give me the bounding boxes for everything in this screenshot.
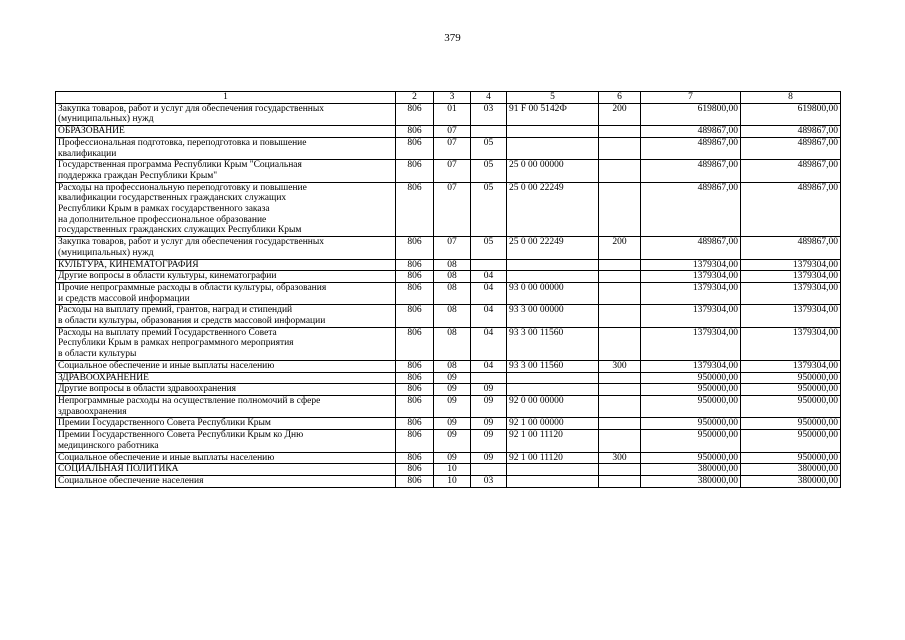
subsection-code: 09 bbox=[471, 430, 507, 452]
section-code: 07 bbox=[434, 160, 471, 182]
section-code: 07 bbox=[434, 237, 471, 259]
subsection-code: 03 bbox=[471, 475, 507, 487]
expense-type-code: 200 bbox=[599, 237, 641, 259]
subsection-code bbox=[471, 259, 507, 271]
budget-admin-code: 806 bbox=[396, 395, 434, 417]
target-article-code bbox=[507, 464, 599, 476]
expense-name bbox=[56, 464, 396, 476]
target-article-code: 93 0 00 00000 bbox=[507, 282, 599, 304]
expense-name-line: медицинского работника bbox=[58, 440, 159, 451]
budget-admin-code: 806 bbox=[396, 282, 434, 304]
amount-col8: 1379304,00 bbox=[741, 360, 841, 372]
expense-name bbox=[56, 418, 396, 430]
expense-name-line: (муниципальных) нужд bbox=[58, 247, 154, 258]
expense-name-line: Другие вопросы в области здравоохранения bbox=[58, 384, 237, 395]
budget-admin-code: 806 bbox=[396, 452, 434, 464]
expense-name-line: в области культуры, образования и средств массовой информации bbox=[58, 316, 326, 327]
amount-col8: 489867,00 bbox=[741, 126, 841, 138]
expense-name bbox=[56, 360, 396, 372]
expense-type-code: 200 bbox=[599, 103, 641, 125]
amount-col7: 1379304,00 bbox=[641, 282, 741, 304]
amount-col7: 489867,00 bbox=[641, 160, 741, 182]
expense-name-line: Социальное обеспечение и иные выплаты населению bbox=[58, 452, 275, 463]
table-row bbox=[56, 182, 841, 237]
table-row bbox=[56, 384, 841, 396]
subsection-code: 05 bbox=[471, 137, 507, 159]
column-header: 6 bbox=[599, 92, 641, 104]
expense-type-code bbox=[599, 327, 641, 360]
amount-col8: 1379304,00 bbox=[741, 327, 841, 360]
amount-col8: 950000,00 bbox=[741, 418, 841, 430]
expense-type-code bbox=[599, 464, 641, 476]
section-code: 09 bbox=[434, 384, 471, 396]
amount-col7: 489867,00 bbox=[641, 137, 741, 159]
expense-name bbox=[56, 271, 396, 283]
subsection-code bbox=[471, 372, 507, 384]
amount-col8: 1379304,00 bbox=[741, 305, 841, 327]
expense-name-line: квалификации государственных гражданских служащих bbox=[58, 193, 287, 204]
column-header: 2 bbox=[396, 92, 434, 104]
amount-col7: 1379304,00 bbox=[641, 305, 741, 327]
amount-col7: 489867,00 bbox=[641, 237, 741, 259]
amount-col8: 489867,00 bbox=[741, 237, 841, 259]
section-code: 09 bbox=[434, 418, 471, 430]
expense-name bbox=[56, 372, 396, 384]
expense-name-line: Закупка товаров, работ и услуг для обеспечения государственных bbox=[58, 237, 325, 248]
column-header: 5 bbox=[507, 92, 599, 104]
subsection-code: 03 bbox=[471, 103, 507, 125]
expense-name-line: (муниципальных) нужд bbox=[58, 114, 154, 125]
section-code: 10 bbox=[434, 464, 471, 476]
column-header: 1 bbox=[56, 92, 396, 104]
expense-name-line: КУЛЬТУРА, КИНЕМАТОГРАФИЯ bbox=[58, 259, 199, 270]
expense-name bbox=[56, 103, 396, 125]
amount-col8: 380000,00 bbox=[741, 475, 841, 487]
budget-admin-code: 806 bbox=[396, 237, 434, 259]
table-header-row bbox=[56, 92, 841, 104]
amount-col7: 619800,00 bbox=[641, 103, 741, 125]
target-article-code bbox=[507, 384, 599, 396]
amount-col7: 489867,00 bbox=[641, 182, 741, 237]
subsection-code: 04 bbox=[471, 271, 507, 283]
target-article-code: 25 0 00 22249 bbox=[507, 237, 599, 259]
expense-name-line: и средств массовой информации bbox=[58, 293, 190, 304]
subsection-code: 05 bbox=[471, 182, 507, 237]
table-row bbox=[56, 464, 841, 476]
expense-name bbox=[56, 384, 396, 396]
target-article-code: 92 1 00 11120 bbox=[507, 430, 599, 452]
section-code: 08 bbox=[434, 271, 471, 283]
amount-col8: 950000,00 bbox=[741, 384, 841, 396]
amount-col7: 1379304,00 bbox=[641, 259, 741, 271]
amount-col8: 489867,00 bbox=[741, 182, 841, 237]
target-article-code: 92 0 00 00000 bbox=[507, 395, 599, 417]
table-row bbox=[56, 372, 841, 384]
section-code: 09 bbox=[434, 372, 471, 384]
amount-col8: 489867,00 bbox=[741, 137, 841, 159]
section-code: 09 bbox=[434, 430, 471, 452]
expense-name-line: Государственная программа Республики Крым "Социальная bbox=[58, 160, 302, 171]
expense-type-code: 300 bbox=[599, 360, 641, 372]
section-code: 08 bbox=[434, 360, 471, 372]
expense-name-line: Расходы на выплату премий Государственного Совета bbox=[58, 327, 277, 338]
budget-admin-code: 806 bbox=[396, 360, 434, 372]
table-row bbox=[56, 282, 841, 304]
expense-name-line: здравоохранения bbox=[58, 406, 127, 417]
section-code: 07 bbox=[434, 182, 471, 237]
expense-type-code: 300 bbox=[599, 452, 641, 464]
table-row bbox=[56, 160, 841, 182]
target-article-code bbox=[507, 259, 599, 271]
section-code: 08 bbox=[434, 305, 471, 327]
expense-name-line: Закупка товаров, работ и услуг для обеспечения государственных bbox=[58, 103, 325, 114]
section-code: 08 bbox=[434, 282, 471, 304]
expense-name-line: Социальное обеспечение населения bbox=[58, 475, 204, 486]
expense-name bbox=[56, 126, 396, 138]
subsection-code: 04 bbox=[471, 305, 507, 327]
amount-col8: 950000,00 bbox=[741, 395, 841, 417]
budget-admin-code: 806 bbox=[396, 430, 434, 452]
expense-name bbox=[56, 282, 396, 304]
table-row bbox=[56, 271, 841, 283]
target-article-code: 93 3 00 00000 bbox=[507, 305, 599, 327]
target-article-code bbox=[507, 475, 599, 487]
target-article-code: 25 0 00 22249 bbox=[507, 182, 599, 237]
expense-type-code bbox=[599, 372, 641, 384]
amount-col8: 619800,00 bbox=[741, 103, 841, 125]
table-row bbox=[56, 137, 841, 159]
budget-admin-code: 806 bbox=[396, 372, 434, 384]
subsection-code bbox=[471, 464, 507, 476]
expense-name bbox=[56, 182, 396, 237]
column-header: 7 bbox=[641, 92, 741, 104]
subsection-code: 04 bbox=[471, 327, 507, 360]
expense-name bbox=[56, 137, 396, 159]
table-row bbox=[56, 237, 841, 259]
section-code: 09 bbox=[434, 452, 471, 464]
expense-type-code bbox=[599, 182, 641, 237]
expense-name bbox=[56, 237, 396, 259]
expense-name-line: государственных гражданских служащих Республики Крым bbox=[58, 225, 302, 236]
table-row bbox=[56, 327, 841, 360]
amount-col7: 489867,00 bbox=[641, 126, 741, 138]
amount-col7: 1379304,00 bbox=[641, 360, 741, 372]
expense-name bbox=[56, 475, 396, 487]
table-row bbox=[56, 395, 841, 417]
table-row bbox=[56, 418, 841, 430]
budget-admin-code: 806 bbox=[396, 182, 434, 237]
expense-type-code bbox=[599, 271, 641, 283]
amount-col7: 950000,00 bbox=[641, 430, 741, 452]
target-article-code: 91 F 00 5142Ф bbox=[507, 103, 599, 125]
expense-name bbox=[56, 305, 396, 327]
table-row bbox=[56, 103, 841, 125]
expense-name-line: в области культуры bbox=[58, 349, 137, 360]
section-code: 08 bbox=[434, 327, 471, 360]
section-code: 09 bbox=[434, 395, 471, 417]
amount-col7: 950000,00 bbox=[641, 372, 741, 384]
budget-admin-code: 806 bbox=[396, 259, 434, 271]
subsection-code: 04 bbox=[471, 360, 507, 372]
target-article-code: 92 1 00 00000 bbox=[507, 418, 599, 430]
table-row bbox=[56, 259, 841, 271]
expense-name bbox=[56, 430, 396, 452]
amount-col8: 1379304,00 bbox=[741, 259, 841, 271]
expense-name bbox=[56, 452, 396, 464]
expense-name-line: Республики Крым в рамках государственного заказа bbox=[58, 204, 270, 215]
amount-col8: 489867,00 bbox=[741, 160, 841, 182]
budget-admin-code: 806 bbox=[396, 103, 434, 125]
expense-type-code bbox=[599, 475, 641, 487]
amount-col8: 950000,00 bbox=[741, 430, 841, 452]
expense-name-line: Социальное обеспечение и иные выплаты населению bbox=[58, 360, 275, 371]
subsection-code: 09 bbox=[471, 418, 507, 430]
expense-name-line: Профессиональная подготовка, переподготовка и повышение bbox=[58, 137, 307, 148]
expense-type-code bbox=[599, 384, 641, 396]
amount-col7: 950000,00 bbox=[641, 395, 741, 417]
subsection-code: 09 bbox=[471, 395, 507, 417]
budget-admin-code: 806 bbox=[396, 475, 434, 487]
expense-type-code bbox=[599, 430, 641, 452]
amount-col7: 380000,00 bbox=[641, 464, 741, 476]
expense-name-line: Расходы на профессиональную переподготовку и повышение bbox=[58, 182, 307, 193]
target-article-code: 92 1 00 11120 bbox=[507, 452, 599, 464]
expense-name-line: Республики Крым в рамках непрограммного мероприятия bbox=[58, 338, 294, 349]
expense-name-line: Непрограммные расходы на осуществление полномочий в сфере bbox=[58, 395, 321, 406]
subsection-code: 04 bbox=[471, 282, 507, 304]
subsection-code: 05 bbox=[471, 237, 507, 259]
budget-admin-code: 806 bbox=[396, 464, 434, 476]
expense-type-code bbox=[599, 395, 641, 417]
subsection-code: 09 bbox=[471, 384, 507, 396]
target-article-code: 93 3 00 11560 bbox=[507, 360, 599, 372]
amount-col8: 380000,00 bbox=[741, 464, 841, 476]
target-article-code: 93 3 00 11560 bbox=[507, 327, 599, 360]
column-header: 4 bbox=[471, 92, 507, 104]
expense-name bbox=[56, 327, 396, 360]
expense-name-line: Прочие непрограммные расходы в области культуры, образования bbox=[58, 282, 327, 293]
expense-name-line: Другие вопросы в области культуры, кинематографии bbox=[58, 271, 277, 282]
expense-type-code bbox=[599, 282, 641, 304]
table-row bbox=[56, 475, 841, 487]
budget-admin-code: 806 bbox=[396, 160, 434, 182]
expense-type-code bbox=[599, 259, 641, 271]
expense-name-line: СОЦИАЛЬНАЯ ПОЛИТИКА bbox=[58, 464, 179, 475]
expense-name-line: Премии Государственного Совета Республики Крым bbox=[58, 418, 271, 429]
subsection-code: 05 bbox=[471, 160, 507, 182]
target-article-code bbox=[507, 137, 599, 159]
section-code: 08 bbox=[434, 259, 471, 271]
page-number: 379 bbox=[444, 32, 461, 44]
table-row bbox=[56, 430, 841, 452]
budget-admin-code: 806 bbox=[396, 305, 434, 327]
budget-admin-code: 806 bbox=[396, 126, 434, 138]
target-article-code bbox=[507, 271, 599, 283]
amount-col8: 950000,00 bbox=[741, 372, 841, 384]
expense-type-code bbox=[599, 137, 641, 159]
table-row bbox=[56, 452, 841, 464]
table-row bbox=[56, 360, 841, 372]
amount-col7: 1379304,00 bbox=[641, 271, 741, 283]
expense-name-line: Премии Государственного Совета Республики Крым ко Дню bbox=[58, 430, 304, 441]
target-article-code bbox=[507, 126, 599, 138]
budget-admin-code: 806 bbox=[396, 271, 434, 283]
budget-admin-code: 806 bbox=[396, 384, 434, 396]
amount-col7: 950000,00 bbox=[641, 452, 741, 464]
column-header: 8 bbox=[741, 92, 841, 104]
target-article-code bbox=[507, 372, 599, 384]
section-code: 10 bbox=[434, 475, 471, 487]
amount-col7: 1379304,00 bbox=[641, 327, 741, 360]
amount-col8: 950000,00 bbox=[741, 452, 841, 464]
expense-name-line: ЗДРАВООХРАНЕНИЕ bbox=[58, 372, 149, 383]
subsection-code bbox=[471, 126, 507, 138]
amount-col8: 1379304,00 bbox=[741, 271, 841, 283]
subsection-code: 09 bbox=[471, 452, 507, 464]
table-row bbox=[56, 126, 841, 138]
budget-admin-code: 806 bbox=[396, 418, 434, 430]
expense-name-line: на дополнительное профессиональное образование bbox=[58, 214, 267, 225]
amount-col8: 1379304,00 bbox=[741, 282, 841, 304]
target-article-code: 25 0 00 00000 bbox=[507, 160, 599, 182]
column-header: 3 bbox=[434, 92, 471, 104]
expense-name-line: Расходы на выплату премий, грантов, наград и стипендий bbox=[58, 305, 293, 316]
amount-col7: 950000,00 bbox=[641, 384, 741, 396]
expense-name-line: ОБРАЗОВАНИЕ bbox=[58, 126, 125, 137]
section-code: 07 bbox=[434, 126, 471, 138]
expense-name-line: поддержка граждан Республики Крым" bbox=[58, 170, 218, 181]
table-row bbox=[56, 305, 841, 327]
expense-type-code bbox=[599, 418, 641, 430]
amount-col7: 950000,00 bbox=[641, 418, 741, 430]
expense-type-code bbox=[599, 160, 641, 182]
amount-col7: 380000,00 bbox=[641, 475, 741, 487]
expense-name bbox=[56, 259, 396, 271]
budget-admin-code: 806 bbox=[396, 137, 434, 159]
section-code: 07 bbox=[434, 137, 471, 159]
expense-name-line: квалификации bbox=[58, 148, 117, 159]
expense-type-code bbox=[599, 126, 641, 138]
budget-admin-code: 806 bbox=[396, 327, 434, 360]
section-code: 01 bbox=[434, 103, 471, 125]
budget-table bbox=[55, 91, 841, 488]
expense-type-code bbox=[599, 305, 641, 327]
expense-name bbox=[56, 160, 396, 182]
expense-name bbox=[56, 395, 396, 417]
